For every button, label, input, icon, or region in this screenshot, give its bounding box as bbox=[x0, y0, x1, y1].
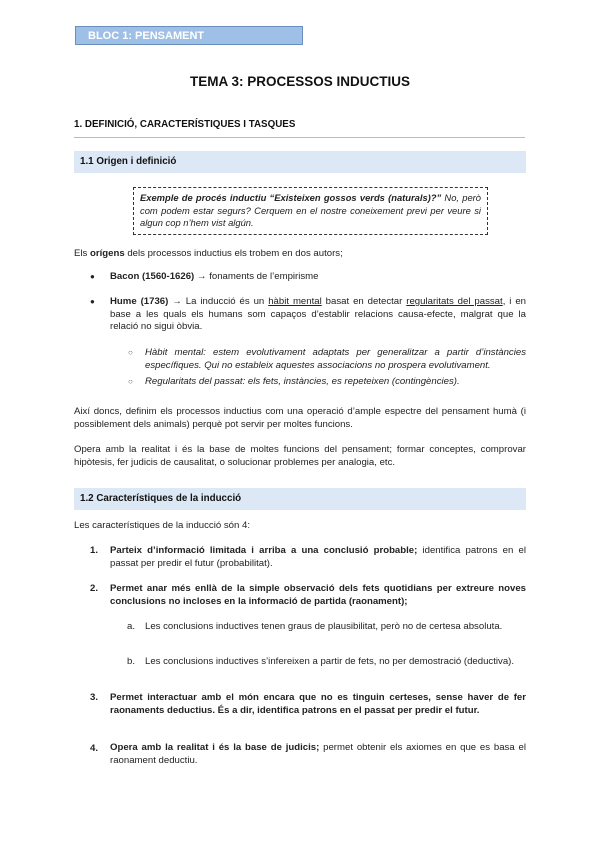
hume-regularitats: regularitats del passat bbox=[406, 296, 503, 307]
sub-list-label: a. bbox=[127, 621, 136, 632]
example-box bbox=[133, 187, 488, 235]
characteristic-2a: Les conclusions inductives tenen graus de plausibilitat, però no de certesa absoluta. bbox=[145, 621, 503, 632]
hume-b: basat en detectar bbox=[321, 296, 407, 307]
subsection-heading-1-1: 1.1 Origen i definició bbox=[74, 151, 526, 173]
hume-bold: Hume (1736) bbox=[110, 296, 169, 307]
origins-paragraph bbox=[74, 248, 526, 261]
hume-item bbox=[110, 296, 526, 334]
characteristic-2b: Les conclusions inductives s’infereixen a partir de fets, no per demostració (deductiva). bbox=[145, 656, 515, 667]
list-number: 4. bbox=[90, 743, 99, 754]
circle-bullet-icon: ○ bbox=[128, 348, 133, 357]
circle-bullet-icon: ○ bbox=[128, 377, 133, 386]
list-number: 3. bbox=[90, 692, 99, 703]
bacon-item bbox=[110, 271, 526, 284]
origins-pre: Els bbox=[74, 248, 90, 259]
hume-a: → La inducció és un bbox=[168, 296, 269, 307]
char1-rest: identifica patrons en el passat per predir el futur (probabilitat). bbox=[110, 545, 526, 569]
paragraph-functions: Opera amb la realitat i és la base de moltes funcions del pensament; formar conceptes, comprovar hipòtesis, fer judicis de causalitat, o solucionar problemes per analogia, etc. bbox=[74, 444, 526, 468]
section-divider bbox=[74, 137, 525, 138]
char2-bold: Permet anar més enllà de la simple observació dels fets quotidians per extreure noves conclusions no incloses en la informació de partida (raonament); bbox=[110, 583, 526, 607]
list-number: 1. bbox=[90, 545, 99, 556]
origins-post: dels processos inductius els trobem en dos autors; bbox=[124, 248, 343, 259]
paragraph-definition: Així doncs, definim els processos inductius com una operació d’ample espectre del pensament humà (i possiblement dels animals) perquè pot servir per moltes funcions. bbox=[74, 406, 526, 430]
hume-c: , i en base a les quals els humans som capaços d’establir relacions causa-efecte, malgrat que la relació no sigui òbvia. bbox=[110, 296, 527, 333]
bacon-rest: → fonaments de l’empirisme bbox=[194, 271, 319, 282]
origins-bold: orígens bbox=[90, 248, 125, 259]
subsection-heading-1-2: 1.2 Característiques de la inducció bbox=[74, 488, 526, 510]
bullet-icon: ● bbox=[90, 272, 95, 281]
characteristic-2 bbox=[110, 583, 526, 608]
section-heading: 1. DEFINICIÓ, CARACTERÍSTIQUES I TASQUES bbox=[74, 119, 296, 130]
characteristics-intro: Les característiques de la inducció són 4: bbox=[74, 520, 250, 531]
hume-habit: hàbit mental bbox=[268, 296, 322, 307]
sub-list-label: b. bbox=[127, 656, 136, 667]
sub-item-habit: Hàbit mental: estem evolutivament adaptats per generalitzar a partir d’instàncies específiques. Qui no estableix aquestes associacions no prospera evolutivament. bbox=[145, 347, 526, 371]
list-number: 2. bbox=[90, 583, 99, 594]
example-lead: Exemple de procés inductiu “Existeixen gossos verds (naturals)?” bbox=[140, 192, 442, 203]
characteristic-4 bbox=[110, 742, 526, 767]
bacon-bold: Bacon (1560-1626) bbox=[110, 271, 195, 282]
char4-bold: Opera amb la realitat i és la base de judicis; bbox=[110, 742, 320, 753]
example-rest: No, però com podem estar segurs? Cerquem en el nostre coneixement previ per veure si algun cop n’hem vist algún. bbox=[140, 192, 481, 229]
char4-rest: permet obtenir els axiomes en que es basa el raonament deductiu. bbox=[110, 742, 526, 766]
bullet-icon: ● bbox=[90, 297, 95, 306]
characteristic-3: Permet interactuar amb el món encara que no es tinguin certeses, sense haver de fer raonaments deductius. És a dir, identifica patrons en el passat per predir el futur. bbox=[110, 692, 526, 716]
page-title: TEMA 3: PROCESSOS INDUCTIUS bbox=[189, 74, 411, 89]
char1-bold: Parteix d’informació limitada i arriba a una conclusió probable; bbox=[110, 545, 418, 556]
sub-item-regularitats: Regularitats del passat: els fets, instàncies, es repeteixen (contingències). bbox=[145, 376, 460, 387]
bloc-header: BLOC 1: PENSAMENT bbox=[75, 26, 303, 45]
characteristic-1 bbox=[110, 545, 526, 570]
